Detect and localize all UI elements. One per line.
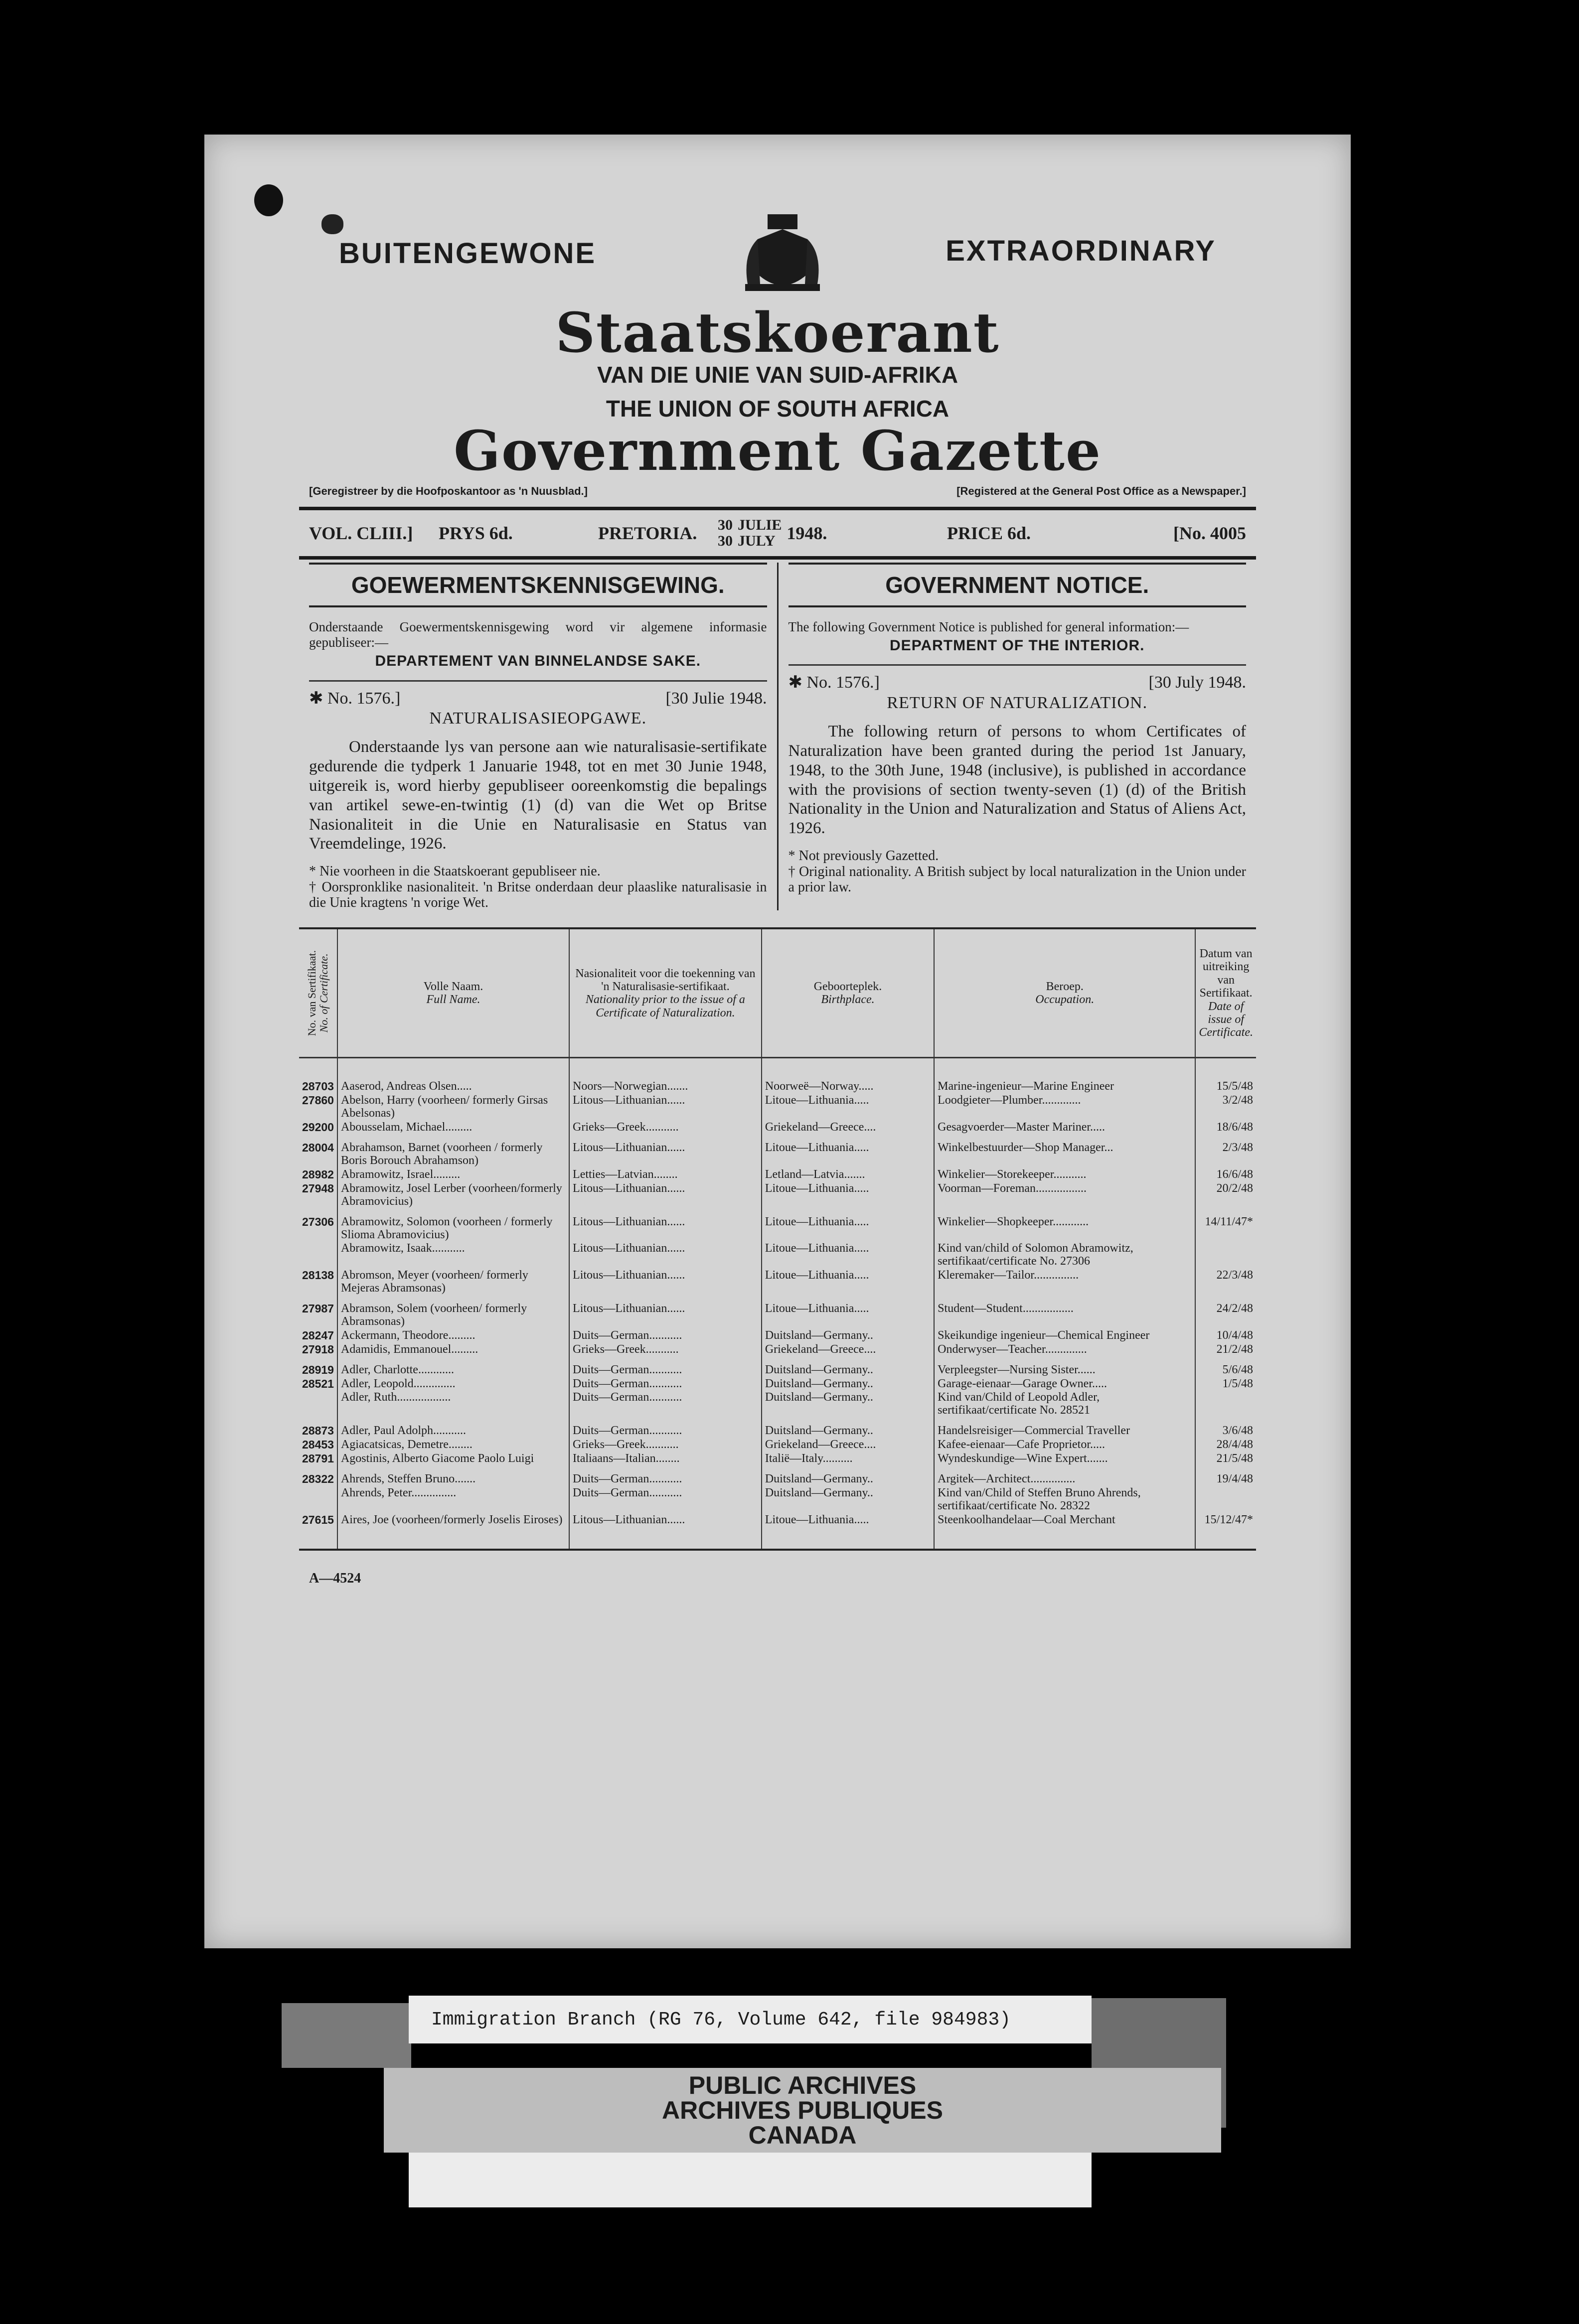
table-row — [299, 1329, 1256, 1343]
plate-number: A—4524 — [309, 1570, 361, 1586]
birthplace-cell: Duitsland—Germany.. — [762, 1391, 934, 1418]
volume-line — [299, 510, 1256, 556]
header-birth-en: Birthplace. — [821, 993, 875, 1007]
full-name-cell: Adamidis, Emmanouel......... — [337, 1343, 569, 1357]
occupation-cell: Winkelbestuurder—Shop Manager... — [934, 1135, 1195, 1168]
table-row — [299, 1513, 1256, 1550]
birthplace-cell: Litoue—Lithuania..... — [762, 1269, 934, 1296]
table-row — [299, 1357, 1256, 1377]
nationality-cell: Grieks—Greek........... — [569, 1438, 762, 1452]
issue-date-cell: 3/6/48 — [1222, 1424, 1253, 1438]
table-row — [299, 1058, 1256, 1094]
left-subtitle: NATURALISASIEOPGAWE. — [429, 709, 647, 727]
full-name-cell: Abelson, Harry (voorheen/ formerly Girsas Abelsonas) — [337, 1094, 569, 1121]
birthplace-cell: Griekeland—Greece.... — [762, 1438, 934, 1452]
volume-number: VOL. CLIII.] — [309, 523, 413, 543]
registration-afrikaans: [Geregistreer by die Hoofposkantoor as 'n Nuusblad.] — [309, 484, 588, 497]
right-notice-number: ✱ No. 1576.] — [788, 673, 880, 692]
occupation-cell: Kind van/Child of Steffen Bruno Ahrends, sertifikaat/certificate No. 28322 — [934, 1486, 1195, 1513]
occupation-cell: Verpleegster—Nursing Sister...... — [934, 1357, 1195, 1377]
divider — [299, 507, 1256, 510]
full-name-cell: Agiacatsicas, Demetre........ — [337, 1438, 569, 1452]
issue-date — [718, 517, 947, 549]
occupation-cell: Wyndeskundige—Wine Expert....... — [934, 1452, 1195, 1466]
page-content — [299, 209, 1256, 1587]
issue-date-cell: 10/4/48 — [1216, 1328, 1253, 1342]
left-column — [299, 563, 779, 911]
occupation-cell: Kafee-eienaar—Cafe Proprietor..... — [934, 1438, 1195, 1452]
cert-number-cell — [299, 1486, 337, 1513]
header-occ-af: Beroep. — [1046, 980, 1084, 994]
tape-left — [282, 2003, 411, 2068]
cert-number-cell: 28873 — [299, 1418, 337, 1438]
right-note-2: † Original nationality. A British subject by local naturalization in the Union under a prior law. — [788, 864, 1246, 895]
full-name-cell: Ahrends, Peter............... — [337, 1486, 569, 1513]
occupation-cell: Onderwyser—Teacher.............. — [934, 1343, 1195, 1357]
right-body: The following return of persons to whom Certificates of Naturalization have been granted during the period 1st January, 1948, to the 30th June, 1948 (inclusive), is published in accordance with the provisions of section twenty-seven (1) (d) of the British Nationality in the Union and Naturalization and Status of Aliens Act, 1926. — [788, 722, 1246, 838]
header-date-of-issue — [1195, 928, 1256, 1058]
nationality-cell: Grieks—Greek........... — [569, 1343, 762, 1357]
nationality-cell: Duits—German........... — [569, 1357, 762, 1377]
buitengewone-label: BUITENGEWONE — [339, 237, 597, 270]
header-nationality — [569, 928, 762, 1058]
cert-number-cell: 27918 — [299, 1343, 337, 1357]
table-row — [299, 1391, 1256, 1418]
birthplace-cell: Letland—Latvia....... — [762, 1168, 934, 1182]
header-date-en: Date of issue of Certificate. — [1199, 1000, 1253, 1039]
occupation-cell: Kind van/child of Solomon Abramowitz, sertifikaat/certificate No. 27306 — [934, 1242, 1195, 1269]
full-name-cell: Abramowitz, Israel......... — [337, 1168, 569, 1182]
archive-stamp — [384, 2068, 1221, 2153]
header-date-af: Datum van uitreiking van Sertifikaat. — [1199, 947, 1253, 1000]
archive-label-blank — [409, 2153, 1092, 2207]
cert-number-cell: 28453 — [299, 1438, 337, 1452]
cert-number-cell: 28791 — [299, 1452, 337, 1466]
occupation-cell: Marine-ingenieur—Marine Engineer — [934, 1058, 1195, 1094]
issue-date-cell: 21/2/48 — [1216, 1342, 1253, 1356]
nationality-cell: Litous—Lithuanian...... — [569, 1182, 762, 1209]
table-row — [299, 1094, 1256, 1121]
table-header-row — [299, 928, 1256, 1058]
nationality-cell: Duits—German........... — [569, 1486, 762, 1513]
cert-number-cell: 28703 — [299, 1058, 337, 1094]
birthplace-cell: Litoue—Lithuania..... — [762, 1513, 934, 1550]
full-name-cell: Abramson, Solem (voorheen/ formerly Abramsonas) — [337, 1296, 569, 1329]
month-en: JULY — [738, 532, 776, 549]
nationality-cell: Duits—German........... — [569, 1377, 762, 1391]
month-stack — [738, 517, 782, 549]
stamp-line-3: CANADA — [748, 2121, 857, 2149]
issue-date-cell: 24/2/48 — [1216, 1302, 1253, 1315]
nationality-cell: Litous—Lithuanian...... — [569, 1094, 762, 1121]
cert-number-cell: 28004 — [299, 1135, 337, 1168]
right-intro: The following Government Notice is published for general information:— — [788, 619, 1189, 635]
issue-date-cell: 18/6/48 — [1216, 1121, 1253, 1134]
gazette-page — [204, 135, 1351, 1948]
nationality-cell: Litous—Lithuanian...... — [569, 1513, 762, 1550]
issue-date-cell — [1195, 1391, 1256, 1418]
birthplace-cell: Duitsland—Germany.. — [762, 1418, 934, 1438]
right-column — [779, 563, 1257, 911]
notice-columns — [299, 563, 1256, 911]
table-row — [299, 1168, 1256, 1182]
issue-date-cell: 19/4/48 — [1216, 1472, 1253, 1486]
full-name-cell: Agostinis, Alberto Giacome Paolo Luigi — [337, 1452, 569, 1466]
cert-number-cell: 27615 — [299, 1513, 337, 1550]
occupation-cell: Voorman—Foreman................. — [934, 1182, 1195, 1209]
table-row — [299, 1466, 1256, 1486]
naturalization-table — [299, 927, 1256, 1550]
birthplace-cell: Griekeland—Greece.... — [762, 1343, 934, 1357]
occupation-cell: Gesagvoerder—Master Mariner..... — [934, 1121, 1195, 1135]
issue-date-cell: 20/2/48 — [1216, 1181, 1253, 1195]
left-notice-date: [30 Julie 1948. — [665, 689, 767, 708]
subtitle-english: THE UNION OF SOUTH AFRICA — [606, 396, 949, 422]
month-af: JULIE — [738, 517, 782, 534]
place: PRETORIA. — [598, 523, 697, 543]
left-body: Onderstaande lys van persone aan wie naturalisasie-sertifikate gedurende die tydperk 1 Januarie 1948, tot en met 30 Junie 1948, uitgereik is, word hierby gepubliseer ooreenkomstig die bepalings van artikel sewe-en-twintig (1) (d) van die Wet op Britse Nasionaliteit in die Unie en Naturalisasie en Status van Vreemdelinge, 1926. — [309, 737, 767, 853]
birthplace-cell: Italië—Italy.......... — [762, 1452, 934, 1466]
left-note-2: † Oorspronklike nasionaliteit. 'n Britse onderdaan deur plaaslike naturalisasie in die Unie kragtens 'n vorige Wet. — [309, 879, 767, 911]
full-name-cell: Adler, Ruth.................. — [337, 1391, 569, 1418]
right-notice-number-line — [789, 673, 1247, 693]
day-en: 30 — [718, 532, 733, 549]
nationality-cell: Duits—German........... — [569, 1391, 762, 1418]
table-row — [299, 1438, 1256, 1452]
day-af: 30 — [718, 517, 733, 534]
cert-number-cell: 27860 — [299, 1094, 337, 1121]
title-afrikaans: Staatskoerant — [555, 300, 1000, 365]
registration-line — [299, 485, 1256, 498]
full-name-cell: Ackermann, Theodore......... — [337, 1329, 569, 1343]
issue-number: [No. 4005 — [1173, 523, 1246, 543]
issue-date-cell: 15/12/47* — [1204, 1513, 1253, 1526]
cert-number-cell: 28982 — [299, 1168, 337, 1182]
birthplace-cell: Duitsland—Germany.. — [762, 1377, 934, 1391]
issue-date-cell: 16/6/48 — [1216, 1167, 1253, 1181]
occupation-cell: Argitek—Architect............... — [934, 1466, 1195, 1486]
left-department: DEPARTEMENT VAN BINNELANDSE SAKE. — [375, 653, 701, 670]
divider — [309, 680, 767, 682]
nationality-cell: Duits—German........... — [569, 1466, 762, 1486]
birthplace-cell: Duitsland—Germany.. — [762, 1329, 934, 1343]
divider — [299, 556, 1256, 560]
cert-number-cell: 29200 — [299, 1121, 337, 1135]
occupation-cell: Handelsreisiger—Commercial Traveller — [934, 1418, 1195, 1438]
table-row — [299, 1418, 1256, 1438]
birthplace-cell: Litoue—Lithuania..... — [762, 1209, 934, 1242]
full-name-cell: Abramowitz, Solomon (voorheen / formerly Slioma Abramovicius) — [337, 1209, 569, 1242]
table-body — [299, 1058, 1256, 1550]
occupation-cell: Student—Student................. — [934, 1296, 1195, 1329]
punch-hole — [254, 184, 283, 216]
full-name-cell: Aires, Joe (voorheen/formerly Joselis Eiroses) — [337, 1513, 569, 1550]
left-note-1: * Nie voorheen in die Staatskoerant gepubliseer nie. — [309, 864, 601, 879]
right-subtitle: RETURN OF NATURALIZATION. — [887, 693, 1148, 712]
nationality-cell: Grieks—Greek........... — [569, 1121, 762, 1135]
right-notice-date: [30 July 1948. — [1148, 673, 1246, 692]
issue-date-cell: 14/11/47* — [1205, 1215, 1253, 1228]
right-note-1: * Not previously Gazetted. — [788, 848, 939, 864]
full-name-cell: Abramowitz, Isaak........... — [337, 1242, 569, 1269]
full-name-cell: Adler, Leopold.............. — [337, 1377, 569, 1391]
header-no-en: No. of Certificate. — [317, 954, 330, 1033]
issue-date-cell: 21/5/48 — [1216, 1452, 1253, 1465]
table-row — [299, 1121, 1256, 1135]
occupation-cell: Winkelier—Storekeeper........... — [934, 1168, 1195, 1182]
year: 1948. — [787, 523, 827, 543]
occupation-cell: Kleremaker—Tailor............... — [934, 1269, 1195, 1296]
header-nat-en: Nationality prior to the issue of a Certificate of Naturalization. — [585, 993, 745, 1019]
nationality-cell: Duits—German........... — [569, 1418, 762, 1438]
full-name-cell: Abramowitz, Josel Lerber (voorheen/formerly Abramovicius) — [337, 1182, 569, 1209]
day-stack — [718, 517, 733, 549]
left-notes — [309, 864, 767, 910]
table-row — [299, 1269, 1256, 1296]
birthplace-cell: Litoue—Lithuania..... — [762, 1242, 934, 1269]
cert-number-cell: 28138 — [299, 1269, 337, 1296]
coat-of-arms-icon — [738, 209, 827, 301]
header-nat-af: Nasionaliteit voor die toekenning van 'n Naturalisasie-sertifikaat. — [575, 967, 756, 994]
right-department: DEPARTMENT OF THE INTERIOR. — [890, 637, 1145, 654]
cert-number-cell: 27987 — [299, 1296, 337, 1329]
cert-number-cell: 28247 — [299, 1329, 337, 1343]
table-row — [299, 1182, 1256, 1209]
table-row — [299, 1242, 1256, 1269]
price-afrikaans: PRYS 6d. — [439, 523, 513, 543]
occupation-cell: Kind van/Child of Leopold Adler, sertifikaat/certificate No. 28521 — [934, 1391, 1195, 1418]
issue-date-cell: 3/2/48 — [1222, 1094, 1253, 1107]
cert-number-cell — [299, 1242, 337, 1269]
issue-date-cell: 1/5/48 — [1222, 1377, 1253, 1390]
issue-date-cell: 2/3/48 — [1222, 1141, 1253, 1155]
occupation-cell: Loodgieter—Plumber............. — [934, 1094, 1195, 1121]
header-birthplace — [762, 928, 934, 1058]
table-row — [299, 1209, 1256, 1242]
left-notice-number: ✱ No. 1576.] — [309, 689, 401, 708]
nationality-cell: Litous—Lithuanian...... — [569, 1242, 762, 1269]
full-name-cell: Ahrends, Steffen Bruno....... — [337, 1466, 569, 1486]
occupation-cell: Skeikundige ingenieur—Chemical Engineer — [934, 1329, 1195, 1343]
price-english: PRICE 6d. — [947, 523, 1031, 543]
birthplace-cell: Litoue—Lithuania..... — [762, 1094, 934, 1121]
header-occupation — [934, 928, 1195, 1058]
nationality-cell: Letties—Latvian........ — [569, 1168, 762, 1182]
birthplace-cell: Litoue—Lithuania..... — [762, 1182, 934, 1209]
right-notes — [789, 848, 1247, 895]
right-heading: GOVERNMENT NOTICE. — [789, 563, 1247, 607]
masthead-top — [299, 209, 1256, 304]
divider — [789, 664, 1247, 666]
cert-number-cell: 28521 — [299, 1377, 337, 1391]
birthplace-cell: Duitsland—Germany.. — [762, 1357, 934, 1377]
issue-date-cell: 22/3/48 — [1216, 1269, 1253, 1282]
cert-number-cell: 27948 — [299, 1182, 337, 1209]
header-name-af: Volle Naam. — [423, 980, 483, 994]
left-intro: Onderstaande Goewermentskennisgewing word vir algemene informasie gepubliseer:— — [309, 619, 767, 650]
full-name-cell: Adler, Paul Adolph........... — [337, 1418, 569, 1438]
nationality-cell: Litous—Lithuanian...... — [569, 1135, 762, 1168]
header-occ-en: Occupation. — [1035, 993, 1095, 1007]
header-birth-af: Geboorteplek. — [813, 980, 882, 994]
full-name-cell: Abousselam, Michael......... — [337, 1121, 569, 1135]
issue-date-cell — [1195, 1486, 1256, 1513]
occupation-cell: Winkelier—Shopkeeper............ — [934, 1209, 1195, 1242]
header-certificate-no — [299, 928, 337, 1058]
nationality-cell: Italiaans—Italian........ — [569, 1452, 762, 1466]
issue-date-cell: 5/6/48 — [1222, 1363, 1253, 1376]
subtitle-afrikaans: VAN DIE UNIE VAN SUID-AFRIKA — [597, 361, 958, 388]
birthplace-cell: Duitsland—Germany.. — [762, 1466, 934, 1486]
table-row — [299, 1135, 1256, 1168]
cert-number-cell: 27306 — [299, 1209, 337, 1242]
table-row — [299, 1486, 1256, 1513]
full-name-cell: Abromson, Meyer (voorheen/ formerly Mejeras Abramsonas) — [337, 1269, 569, 1296]
occupation-cell: Steenkoolhandelaar—Coal Merchant — [934, 1513, 1195, 1550]
issue-date-cell — [1195, 1242, 1256, 1269]
full-name-cell: Adler, Charlotte............ — [337, 1357, 569, 1377]
title-english: Government Gazette — [454, 419, 1102, 483]
issue-date-cell: 28/4/48 — [1216, 1438, 1253, 1452]
archive-label: Immigration Branch (RG 76, Volume 642, file 984983) — [409, 1996, 1092, 2043]
issue-date-cell: 15/5/48 — [1216, 1080, 1253, 1093]
birthplace-cell: Litoue—Lithuania..... — [762, 1296, 934, 1329]
table-row — [299, 1343, 1256, 1357]
table-row — [299, 1296, 1256, 1329]
registration-english: [Registered at the General Post Office as a Newspaper.] — [956, 484, 1246, 497]
nationality-cell: Litous—Lithuanian...... — [569, 1269, 762, 1296]
nationality-cell: Duits—German........... — [569, 1329, 762, 1343]
cert-number-cell: 28322 — [299, 1466, 337, 1486]
header-name-en: Full Name. — [426, 993, 480, 1007]
birthplace-cell: Duitsland—Germany.. — [762, 1486, 934, 1513]
table-row — [299, 1452, 1256, 1466]
extraordinary-label: EXTRAORDINARY — [946, 235, 1216, 267]
nationality-cell: Litous—Lithuanian...... — [569, 1296, 762, 1329]
left-notice-number-line — [309, 689, 767, 709]
header-full-name — [337, 928, 569, 1058]
birthplace-cell: Litoue—Lithuania..... — [762, 1135, 934, 1168]
header-no-af: No. van Sertifikaat. — [305, 950, 318, 1036]
occupation-cell: Garage-eienaar—Garage Owner..... — [934, 1377, 1195, 1391]
table-row — [299, 1377, 1256, 1391]
left-heading: GOEWERMENTSKENNISGEWING. — [309, 563, 767, 607]
birthplace-cell: Noorweë—Norway..... — [762, 1058, 934, 1094]
nationality-cell: Noors—Norwegian....... — [569, 1058, 762, 1094]
birthplace-cell: Griekeland—Greece.... — [762, 1121, 934, 1135]
full-name-cell: Abrahamson, Barnet (voorheen / formerly Boris Borouch Abrahamson) — [337, 1135, 569, 1168]
stamp-line-2: ARCHIVES PUBLIQUES — [662, 2096, 943, 2124]
cert-number-cell: 28919 — [299, 1357, 337, 1377]
stamp-line-1: PUBLIC ARCHIVES — [688, 2071, 917, 2099]
full-name-cell: Aaserod, Andreas Olsen..... — [337, 1058, 569, 1094]
nationality-cell: Litous—Lithuanian...... — [569, 1209, 762, 1242]
cert-number-cell — [299, 1391, 337, 1418]
